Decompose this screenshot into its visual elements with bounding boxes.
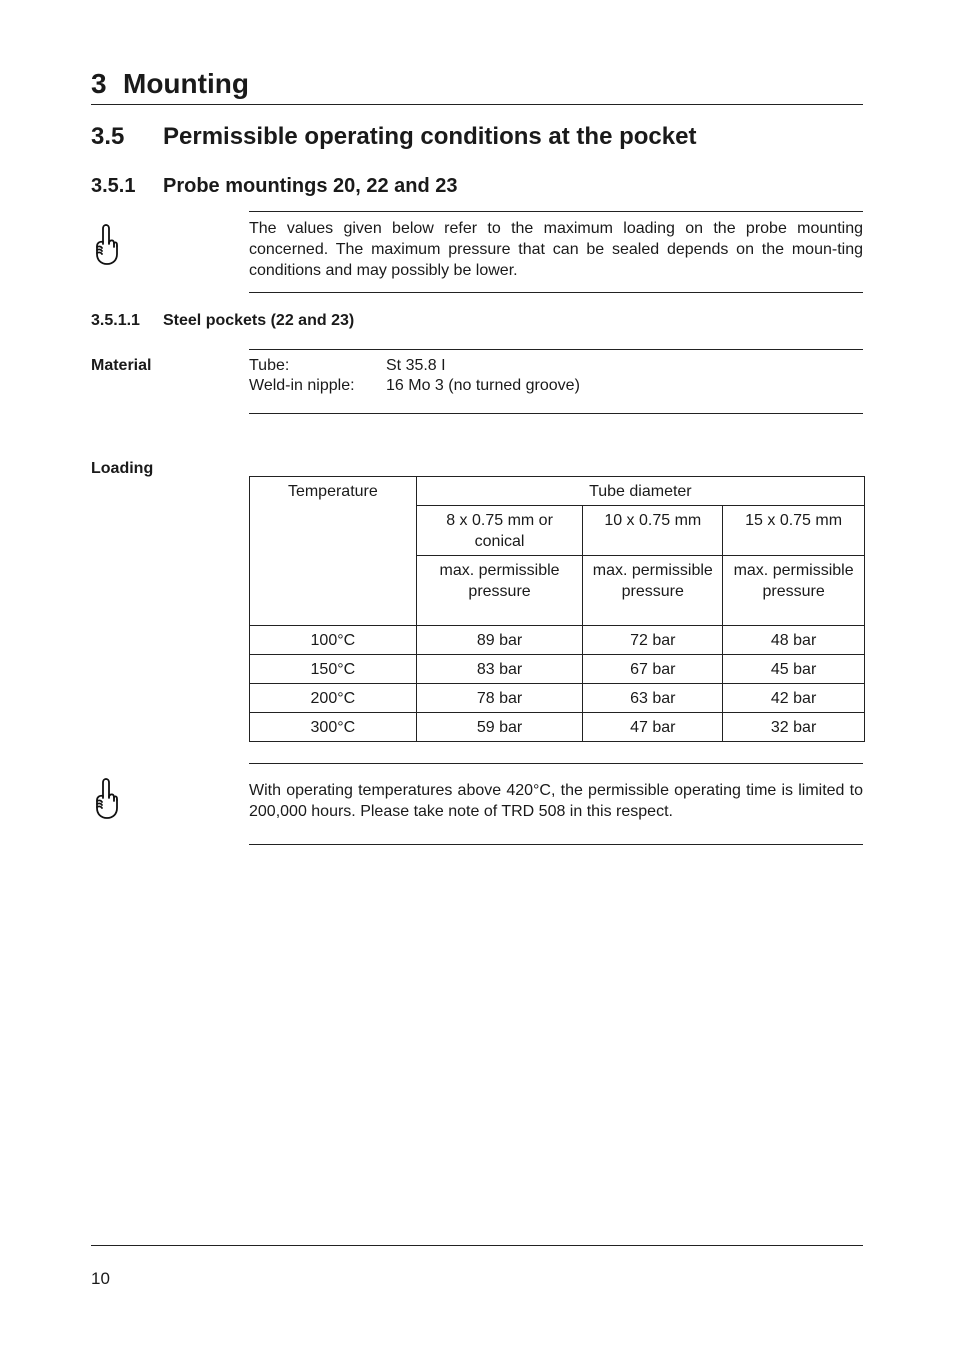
chapter-number: 3	[91, 68, 107, 99]
table-row	[250, 655, 865, 684]
note1-top-rule	[249, 211, 863, 212]
subsection-number: 3.5.1	[91, 175, 136, 197]
note2-text: With operating temperatures above 420°C, the permissible operating time is limited to 200,000 hours. Please take note of TRD 508 in this respect.	[249, 782, 863, 820]
material-row	[249, 356, 446, 376]
table-row	[250, 626, 865, 655]
value-cell: 32 bar	[723, 713, 865, 742]
header-temperature: Temperature	[250, 477, 417, 626]
value-cell: 47 bar	[583, 713, 723, 742]
page-number: 10	[91, 1269, 110, 1288]
header-pressure: max. permissible pressure	[723, 556, 865, 626]
table-row	[250, 684, 865, 713]
chapter-heading	[91, 64, 863, 105]
section-heading	[91, 120, 696, 154]
header-pressure: max. permissible pressure	[583, 556, 723, 626]
pointing-hand-icon	[92, 776, 122, 820]
note2-bottom-rule	[249, 844, 863, 845]
table-row	[250, 713, 865, 742]
section-title: Permissible operating conditions at the pocket	[163, 123, 697, 150]
note1-bottom-rule	[249, 292, 863, 293]
material-row	[249, 376, 580, 396]
note1-text: The values given below refer to the maximum loading on the probe mounting concerned. The maximum pressure that can be sealed depends on the moun-ting conditions and may possibly be lower.	[249, 220, 863, 279]
value-cell: 48 bar	[723, 626, 865, 655]
loading-table	[249, 476, 865, 742]
temp-cell: 300°C	[250, 713, 417, 742]
material-key: Weld-in nipple:	[249, 377, 355, 394]
temp-cell: 200°C	[250, 684, 417, 713]
header-diameter: 15 x 0.75 mm	[723, 506, 865, 556]
temp-cell: 100°C	[250, 626, 417, 655]
temp-cell: 150°C	[250, 655, 417, 684]
pointing-hand-icon	[92, 222, 122, 266]
value-cell: 42 bar	[723, 684, 865, 713]
subsection-title: Probe mountings 20, 22 and 23	[163, 175, 458, 197]
value-cell: 59 bar	[416, 713, 583, 742]
material-top-rule	[249, 349, 863, 350]
material-bottom-rule	[249, 413, 863, 414]
note2-top-rule	[249, 763, 863, 764]
material-value: St 35.8 I	[386, 357, 446, 374]
header-pressure: max. permissible pressure	[416, 556, 583, 626]
subsubsection-title: Steel pockets (22 and 23)	[163, 312, 355, 329]
header-tube-diameter: Tube diameter	[416, 477, 864, 506]
section-number: 3.5	[91, 123, 125, 150]
value-cell: 78 bar	[416, 684, 583, 713]
value-cell: 67 bar	[583, 655, 723, 684]
loading-label: Loading	[91, 460, 154, 477]
material-value: 16 Mo 3 (no turned groove)	[386, 377, 580, 394]
value-cell: 83 bar	[416, 655, 583, 684]
material-key: Tube:	[249, 357, 290, 374]
material-label: Material	[91, 357, 152, 374]
value-cell: 72 bar	[583, 626, 723, 655]
header-diameter: 8 x 0.75 mm or conical	[416, 506, 583, 556]
subsection-heading	[91, 172, 458, 200]
value-cell: 45 bar	[723, 655, 865, 684]
subsubsection-number: 3.5.1.1	[91, 312, 140, 329]
value-cell: 89 bar	[416, 626, 583, 655]
subsubsection-heading	[91, 310, 354, 332]
chapter-title: Mounting	[123, 68, 249, 99]
value-cell: 63 bar	[583, 684, 723, 713]
header-diameter: 10 x 0.75 mm	[583, 506, 723, 556]
footer-rule	[91, 1245, 863, 1246]
